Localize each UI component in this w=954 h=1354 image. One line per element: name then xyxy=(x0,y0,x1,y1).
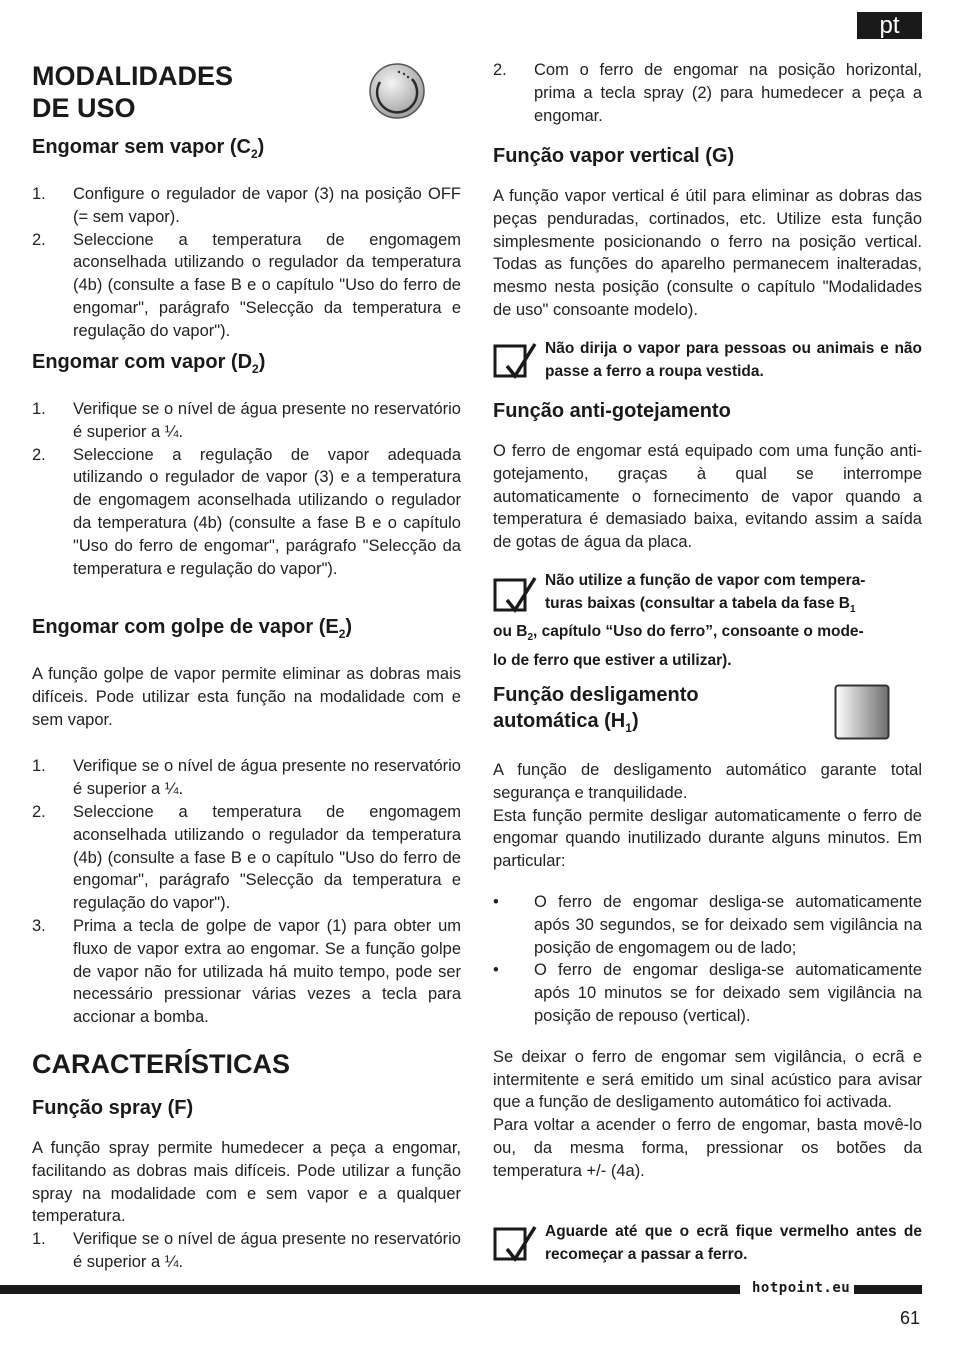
heading-anti-gotejamento: Função anti-gotejamento xyxy=(493,400,731,422)
paragraph: A função spray permite humedecer a peça a engomar, facilitando as dobras mais difíceis. Pode utilizar a função spray na modalidade com e sem vapor e a qualquer temperatura. xyxy=(32,1139,461,1226)
section-engomar-sem-vapor xyxy=(32,134,461,343)
steps-list xyxy=(32,183,461,343)
bullet-list xyxy=(493,891,922,1028)
heading-engomar-com-vapor: Engomar com vapor $(D_2)$ xyxy=(32,351,266,376)
note-line: lo de ferro que estiver a utilizar). xyxy=(493,651,732,669)
checkmark-note-icon xyxy=(493,574,537,616)
footer-bar xyxy=(854,1285,922,1294)
section-anti-gotejamento xyxy=(493,398,922,554)
list-item: 1. Configure o regulador de vapor (3) na posição OFF (= sem vapor). xyxy=(32,185,461,226)
footer-bar xyxy=(0,1285,740,1294)
title-line-2: DE USO xyxy=(32,93,136,123)
paragraph: A função vapor vertical é útil para eliminar as dobras das peças penduradas, cortinados, etc. Utilize esta função simplesmente posicionando o ferro na posição vertical. Todas as funções do aparelho permanecem inalteradas, mesmo nesta posição (consulte o capítulo "Modalidades de uso" consoante modelo). xyxy=(493,187,922,319)
page-number: 61 xyxy=(899,1308,920,1328)
paragraph: A função de desligamento automático garante total segurança e tranquilidade. xyxy=(493,761,922,802)
heading-funcao-spray: Função spray (F) xyxy=(32,1097,194,1119)
list-item: • O ferro de engomar desliga-se automaticamente após 10 minutos se for deixado sem vigilância na posição de repouso (vertical). xyxy=(493,961,922,1025)
warning-note xyxy=(493,570,922,672)
list-item: 1. Verifique se o nível de água presente no reservatório é superior a ¼. xyxy=(32,757,461,799)
section-engomar-com-vapor xyxy=(32,349,461,580)
note-line: Não utilize a função de vapor com tempera- xyxy=(545,572,866,589)
paragraph: A função golpe de vapor permite eliminar as dobras mais difíceis. Pode utilizar esta função na modalidade com e sem vapor. xyxy=(32,665,461,729)
heading-desligamento-automatico: Função desligamento automática $(H_1)$ xyxy=(493,684,699,735)
section-title-modalidades xyxy=(32,60,461,124)
paragraph: Para voltar a acender o ferro de engomar, basta movê-lo ou, da mesma forma, pressionar os botões da temperatura +/- (4a). xyxy=(493,1116,922,1180)
list-item: 2. Seleccione a temperatura de engomagem aconselhada utilizando o regulador da temperatura (4b) (consulte a fase B e o capítulo "Uso do ferro de engomar", parágrafo "Selecção da temperatura e regulação do vapor"). xyxy=(32,802,461,913)
section-desligamento-automatico xyxy=(493,682,922,1183)
section-funcao-spray xyxy=(32,1095,461,1274)
heading-golpe-de-vapor: Engomar com golpe de vapor $(E_2)$ xyxy=(32,616,353,641)
warning-note: Não dirija o vapor para pessoas ou animais e não passe a ferro a roupa vestida. xyxy=(493,338,922,383)
spray-step-2 xyxy=(493,59,922,127)
steps-list xyxy=(493,59,922,127)
list-item: 2. Com o ferro de engomar na posição horizontal, prima a tecla spray (2) para humedecer a peça a engomar. xyxy=(493,61,922,125)
section-title-caracteristicas: CARACTERÍSTICAS xyxy=(32,1049,291,1079)
list-item: 2. Seleccione a regulação de vapor adequada utilizando o regulador de vapor (3) e a temperatura de engomagem aconselhada utilizando o regulador da temperatura (4b) (consulte a fase B e o capítulo "Uso do ferro de engomar", parágrafo "Selecção da temperatura e regulação do vapor"). xyxy=(32,445,461,578)
checkmark-note-icon xyxy=(493,340,537,382)
paragraph: O ferro de engomar está equipado com uma função anti-gotejamento, graças à qual se interrompe automaticamente o fornecimento de vapor quando a temperatura é demasiado baixa, evitando assim a saída de gotas de água da placa. xyxy=(493,442,922,552)
heading-vapor-vertical: Função vapor vertical (G) xyxy=(493,145,735,167)
note-line: ou $B_2$, capítulo “Uso do ferro”, consoante o mode- xyxy=(493,623,864,644)
warning-note: Aguarde até que o ecrã fique vermelho antes de recomeçar a passar a ferro. xyxy=(493,1221,922,1266)
left-column xyxy=(32,60,461,124)
steps-list xyxy=(32,1228,461,1274)
title-line-1: MODALIDADES xyxy=(32,61,233,91)
list-item: 1. Verifique se o nível de água presente no reservatório é superior a ¼. xyxy=(32,400,461,441)
section-golpe-de-vapor xyxy=(32,614,461,1029)
list-item: 2. Seleccione a temperatura de engomagem aconselhada utilizando o regulador da temperatura (4b) (consulte a fase B e o capítulo "Uso do ferro de engomar", parágrafo "Selecção da temperatura e regulação do vapor"). xyxy=(32,230,461,340)
list-item: 1. Verifique se o nível de água presente no reservatório é superior a ¼. xyxy=(32,1230,461,1271)
paragraph: Esta função permite desligar automaticamente o ferro de engomar quando inutilizado durante alguns minutos. Em particular: xyxy=(493,806,922,871)
checkmark-note-icon xyxy=(493,1223,537,1265)
language-tab: pt xyxy=(857,12,922,39)
heading-engomar-sem-vapor: Engomar sem vapor $(C_2)$ xyxy=(32,136,265,161)
note-line: turas baixas (consultar a tabela da fase $B_1$ xyxy=(545,594,856,615)
list-item: 3. Prima a tecla de golpe de vapor (1) para obter um fluxo de vapor extra ao engomar. Se a função golpe de vapor não for utilizada há muito tempo, pode ser necessário pressionar várias vezes a tecla para accionar a bomba. xyxy=(32,916,461,1027)
steps-list xyxy=(32,398,461,580)
footer-brand: hotpoint.eu xyxy=(752,1280,851,1296)
list-item: • O ferro de engomar desliga-se automaticamente após 30 segundos, se for deixado sem vigilância na posição de engomagem ou de lado; xyxy=(493,892,922,957)
paragraph: Se deixar o ferro de engomar sem vigilância, o ecrã e intermitente e será emitido um sinal acústico para avisar que a função de desligamento automático foi activada. xyxy=(493,1047,922,1112)
steps-list xyxy=(32,755,461,1029)
section-vapor-vertical xyxy=(493,143,922,322)
